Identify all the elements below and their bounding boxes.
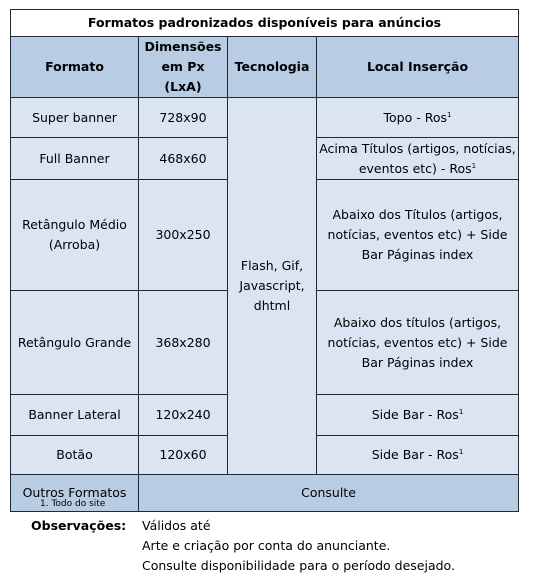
location-text: Acima Títulos (artigos, notícias, eventos etc) - Ros (319, 140, 516, 176)
observation-line: Arte e criação por conta do anunciante. (142, 538, 391, 553)
cell-technology: Flash, Gif, Javascript, dhtml (228, 98, 317, 475)
observations-label: Observações: (31, 518, 127, 533)
footnote-ref: 1 (471, 161, 477, 170)
cell-format: Full Banner (11, 138, 139, 180)
cell-dimensions: 468x60 (139, 138, 228, 180)
table-row (11, 98, 519, 138)
footnote-ref: 1 (447, 110, 452, 119)
location-text: Abaixo dos títulos (artigos, notícias, eventos etc) + Side Bar Páginas index (327, 314, 508, 370)
location-text: Topo - Ros (383, 109, 447, 125)
cell-format: Banner Lateral (11, 395, 139, 436)
cell-dimensions: 728x90 (139, 98, 228, 138)
footnote-ref: 1 (458, 408, 464, 416)
cell-dimensions: 300x250 (139, 180, 228, 291)
cell-format: Retângulo Médio (Arroba) (11, 180, 139, 291)
location-text: Abaixo dos Títulos (artigos, notícias, eventos etc) + Side Bar Páginas index (327, 207, 508, 262)
cell-format: Botão (11, 436, 139, 475)
footer-format: Outros Formatos (11, 475, 139, 512)
header-format: Formato (11, 37, 139, 98)
header-technology: Tecnologia (228, 37, 317, 98)
footnote: 1. Todo do site (40, 499, 106, 509)
cell-location (317, 138, 519, 180)
header-dimensions: Dimensões em Px (LxA) (139, 37, 228, 98)
observation-line: Consulte disponibilidade para o período desejado. (142, 558, 455, 573)
ad-formats-table (10, 9, 519, 512)
header-location: Local Inserção (317, 37, 519, 98)
table-header-row (11, 37, 519, 98)
cell-location (317, 98, 519, 138)
cell-dimensions: 120x60 (139, 436, 228, 475)
cell-dimensions: 368x280 (139, 291, 228, 395)
ad-formats-table-container (10, 9, 518, 512)
table-title: Formatos padronizados disponíveis para anúncios (11, 10, 519, 37)
table-title-row (11, 10, 519, 37)
observations-lines (142, 516, 455, 576)
cell-location (317, 395, 519, 436)
location-text: Side Bar - Ros (371, 407, 459, 422)
cell-dimensions: 120x240 (139, 395, 228, 436)
footnote-ref: 1 (458, 448, 464, 456)
cell-format: Retângulo Grande (11, 291, 139, 395)
cell-location (317, 180, 519, 291)
cell-location (317, 436, 519, 475)
cell-location (317, 291, 519, 395)
observation-line: Válidos até (142, 518, 211, 533)
cell-format: Super banner (11, 98, 139, 138)
footer-consult: Consulte (139, 475, 519, 512)
location-text: Side Bar - Ros (371, 447, 459, 462)
